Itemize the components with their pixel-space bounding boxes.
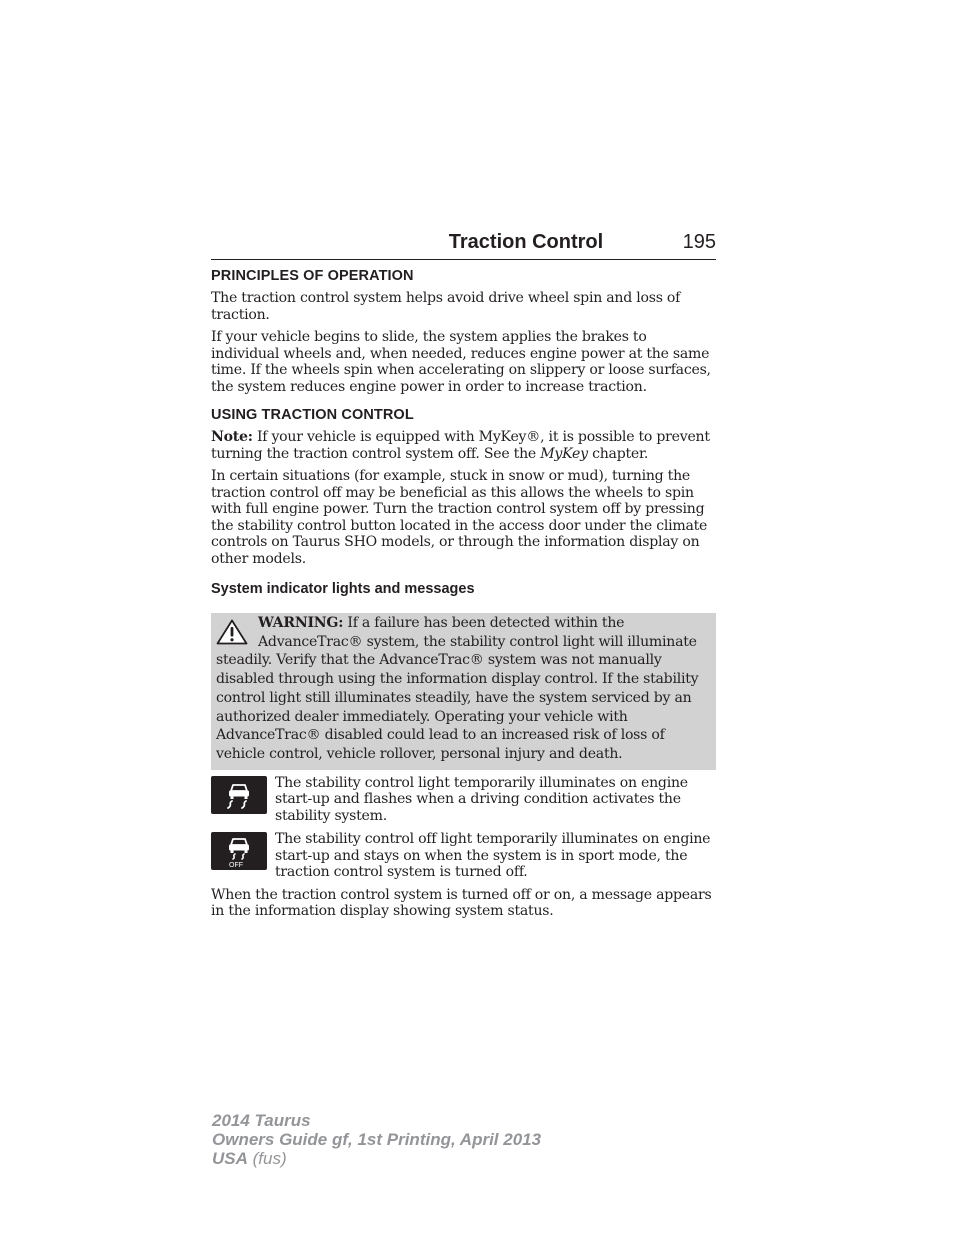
indicator-item (211, 830, 716, 881)
page-number: 195 (682, 231, 716, 253)
warning-box (211, 613, 716, 770)
principles-heading: PRINCIPLES OF OPERATION (211, 268, 414, 284)
page-header (211, 229, 716, 260)
footer-model: 2014 Taurus (212, 1111, 311, 1130)
off-icon-label: OFF (229, 862, 243, 870)
footer-region-note: (fus) (247, 1149, 287, 1168)
using-paragraph-2: In certain situations (for example, stuck in snow or mud), turning the traction control off may be beneficial as this allows the wheels to spin with full engine power. Turn the traction control system off by pressing the stability control button located in the access door under the climate controls on Taurus SHO models, or through the information display on other models. (211, 468, 708, 567)
stability-control-icon (211, 776, 267, 814)
page-content (211, 266, 716, 920)
indicator-text: The stability control off light temporarily illuminates on engine start-up and stays on when the system is in sport mode, the traction control system is turned off. (275, 831, 711, 881)
principles-paragraph-2: If your vehicle begins to slide, the system applies the brakes to individual wheels and, when needed, reduces engine power at the same time. If the wheels spin when accelerating on slippery or loose surfaces, the system reduces engine power in order to increase traction. (211, 329, 711, 395)
warning-triangle-icon (216, 619, 248, 645)
note-paragraph (211, 429, 716, 462)
footer-region (212, 1149, 541, 1168)
warning-text (216, 614, 710, 764)
warning-body: If a failure has been detected within the AdvanceTrac® system, the stability control light will illuminate steadily. Verify that the AdvanceTrac® system was not manually disabled through using the information display control. If the stability control light still illuminates steadily, have the system serviced by an authorized dealer immediately. Operating your vehicle with AdvanceTrac® disabled could lead to an increased risk of loss of vehicle control, vehicle rollover, personal injury and death. (216, 615, 699, 762)
indicator-text: The stability control light temporarily illuminates on engine start-up and flashes when a driving condition activates the stability system. (275, 774, 688, 824)
footer-guide: Owners Guide gf, 1st Printing, April 2013 (212, 1130, 542, 1149)
stability-control-off-icon (211, 832, 267, 870)
note-text-2: chapter. (587, 445, 649, 462)
indicator-item (211, 774, 716, 825)
footer-region-code: USA (212, 1149, 248, 1168)
chapter-title: Traction Control (448, 231, 604, 253)
principles-paragraph-1: The traction control system helps avoid drive wheel spin and loss of traction. (211, 290, 681, 323)
closing-paragraph: When the traction control system is turned off or on, a message appears in the information display showing system status. (211, 886, 712, 920)
footer (212, 1111, 541, 1168)
mykey-reference: MyKey (540, 445, 588, 462)
using-heading: USING TRACTION CONTROL (211, 407, 414, 423)
note-text-1: If your vehicle is equipped with MyKey®, it is possible to prevent turning the traction control system off. See the (211, 429, 710, 462)
note-label: Note: (211, 429, 253, 445)
warning-label: WARNING: (258, 615, 344, 631)
indicators-heading: System indicator lights and messages (211, 581, 475, 597)
